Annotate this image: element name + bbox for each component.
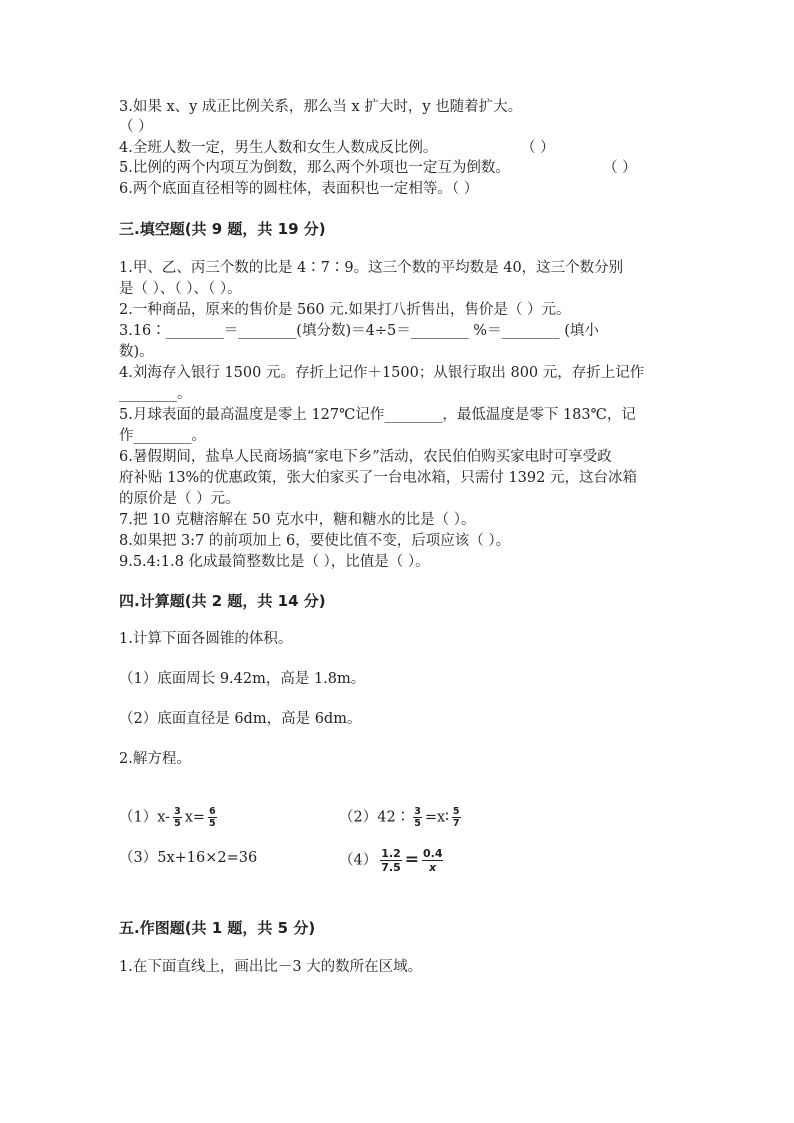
equation-2-fraction-a bbox=[413, 806, 422, 829]
fill-q7: 7.把 10 克糖溶解在 50 克水中，糖和糖水的比是（ ）。 bbox=[119, 512, 476, 528]
fraction-numerator: 5 bbox=[452, 806, 460, 817]
judgment-q4: 4.全班人数一定，男生人数和女生人数成反比例。 bbox=[119, 140, 438, 156]
fraction-denominator: 5 bbox=[414, 818, 421, 829]
equation-2-prefix: （2）42∶ bbox=[339, 809, 411, 826]
equation-3: （3）5x+16×2=36 bbox=[119, 850, 258, 866]
drawing-q1: 1.在下面直线上，画出比－3 大的数所在区域。 bbox=[119, 959, 423, 975]
section-heading-drawing: 五.作图题(共 1 题，共 5 分) bbox=[119, 919, 316, 937]
equation-1-fraction-b bbox=[208, 806, 217, 829]
fraction-numerator: 0.4 bbox=[422, 847, 443, 860]
fill-q6-cont: 府补贴 13%的优惠政策，张大伯家买了一台电冰箱，只需付 1392 元，这台冰箱 bbox=[119, 470, 637, 486]
fill-q5-cont: 作________。 bbox=[119, 428, 206, 444]
equation-2-fraction-b bbox=[452, 806, 461, 829]
equation-4-fraction-a bbox=[380, 847, 402, 874]
equation-2 bbox=[339, 806, 464, 829]
fraction-denominator: 5 bbox=[209, 818, 216, 829]
fill-q9: 9.5.4:1.8 化成最简整数比是（ ），比值是（ ）。 bbox=[119, 554, 430, 570]
judgment-q3-answer-paren: （ ） bbox=[119, 119, 153, 135]
fraction-numerator: 3 bbox=[174, 806, 181, 817]
judgment-q6: 6.两个底面直径相等的圆柱体，表面积也一定相等。（ ） bbox=[119, 181, 479, 197]
fraction-denominator: 7.5 bbox=[381, 861, 401, 874]
section-heading-calc: 四.计算题(共 2 题，共 14 分) bbox=[119, 592, 326, 610]
fraction-denominator: x bbox=[429, 861, 437, 874]
calc-q1-part2: （2）底面直径是 6dm，高是 6dm。 bbox=[119, 711, 362, 727]
judgment-q4-answer-paren: （ ） bbox=[521, 140, 555, 156]
equation-2-middle: =x∶ bbox=[424, 809, 449, 826]
fill-q3-cont: 数)。 bbox=[119, 344, 154, 360]
equation-1-middle: x= bbox=[184, 809, 206, 826]
fraction-denominator: 7 bbox=[452, 818, 460, 829]
equation-4 bbox=[339, 847, 446, 874]
fraction-numerator: 1.2 bbox=[381, 847, 401, 860]
fill-q8: 8.如果把 3:7 的前项加上 6，要使比值不变，后项应该（ ）。 bbox=[119, 533, 511, 549]
judgment-q5: 5.比例的两个内项互为倒数，那么两个外项也一定互为倒数。 bbox=[119, 160, 510, 176]
fraction-numerator: 6 bbox=[209, 806, 216, 817]
fraction-numerator: 3 bbox=[414, 806, 421, 817]
equation-1 bbox=[119, 806, 220, 829]
judgment-q3: 3.如果 x、y 成正比例关系，那么当 x 扩大时，y 也随着扩大。 bbox=[119, 99, 523, 115]
fill-q5: 5.月球表面的最高温度是零上 127℃记作________，最低温度是零下 183℃，记 bbox=[119, 407, 636, 423]
calc-q1-part1: （1）底面周长 9.42m，高是 1.8m。 bbox=[119, 671, 366, 687]
fill-q1-cont: 是（ ）、（ ）、（ ）。 bbox=[119, 281, 242, 297]
fill-q4-cont: ________。 bbox=[119, 386, 192, 402]
judgment-q5-answer-paren: （ ） bbox=[603, 160, 637, 176]
equation-4-fraction-b bbox=[422, 847, 444, 874]
fill-q2: 2.一种商品，原来的售价是 560 元.如果打八折售出，售价是（ ）元。 bbox=[119, 302, 571, 318]
equation-4-equals: = bbox=[404, 849, 419, 870]
equation-1-prefix: （1）x- bbox=[119, 809, 171, 826]
fraction-denominator: 5 bbox=[174, 818, 181, 829]
fill-q3: 3.16∶________＝________(填分数)＝4÷5＝________ %＝________ (填小 bbox=[119, 323, 599, 339]
equation-1-fraction-a bbox=[173, 806, 182, 829]
fill-q4: 4.刘海存入银行 1500 元。存折上记作＋1500；从银行取出 800 元，存折上记作 bbox=[119, 365, 645, 381]
section-heading-fill: 三.填空题(共 9 题，共 19 分) bbox=[119, 220, 326, 238]
calc-q1: 1.计算下面各圆锥的体积。 bbox=[119, 631, 293, 647]
fill-q1: 1.甲、乙、丙三个数的比是 4∶7∶9。这三个数的平均数是 40，这三个数分别 bbox=[119, 260, 624, 276]
fill-q6: 6.暑假期间，盐阜人民商场搞“家电下乡”活动，农民伯伯购买家电时可享受政 bbox=[119, 449, 612, 465]
equation-4-prefix: （4） bbox=[339, 852, 378, 869]
fill-q6-cont2: 的原价是（ ）元。 bbox=[119, 491, 240, 507]
calc-q2: 2.解方程。 bbox=[119, 751, 191, 767]
